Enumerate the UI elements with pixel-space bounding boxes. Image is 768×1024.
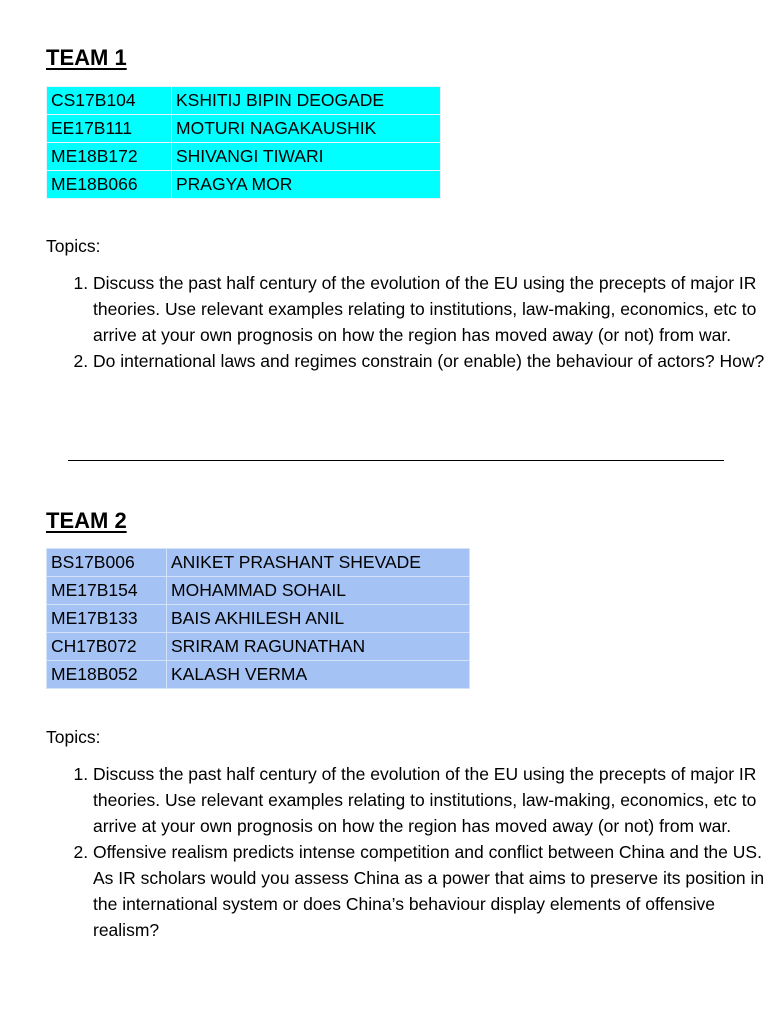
member-id: CS17B104 [47, 87, 172, 115]
team2-topics-label: Topics: [46, 727, 101, 747]
team2-topics-list [46, 761, 768, 943]
member-id: CH17B072 [47, 633, 167, 661]
member-id: ME17B154 [47, 577, 167, 605]
table-row [47, 549, 470, 577]
table-row [47, 633, 470, 661]
member-name: MOTURI NAGAKAUSHIK [172, 115, 441, 143]
member-name: ANIKET PRASHANT SHEVADE [167, 549, 470, 577]
member-name: KSHITIJ BIPIN DEOGADE [172, 87, 441, 115]
member-id: ME17B133 [47, 605, 167, 633]
member-id: ME18B172 [47, 143, 172, 171]
member-name: PRAGYA MOR [172, 171, 441, 199]
team2-title: TEAM 2 [46, 508, 127, 533]
table-row [47, 143, 441, 171]
table-row [47, 661, 470, 689]
team1-topics-list [46, 270, 768, 374]
table-row [47, 115, 441, 143]
member-id: ME18B052 [47, 661, 167, 689]
member-name: SHIVANGI TIWARI [172, 143, 441, 171]
topic-item: 2. Do international laws and regimes constrain (or enable) the behaviour of actors? How? [93, 348, 768, 374]
table-row [47, 171, 441, 199]
section-divider [68, 460, 724, 461]
member-id: BS17B006 [47, 549, 167, 577]
member-id: EE17B111 [47, 115, 172, 143]
topic-item: 1. Discuss the past half century of the evolution of the EU using the precepts of major IR theories. Use relevant examples relating to institutions, law-making, economics, etc to arrive at your own prognosis on how the region has moved away (or not) from war. [93, 761, 768, 839]
team2-members-table [46, 548, 470, 689]
table-row [47, 87, 441, 115]
team1-title: TEAM 1 [46, 45, 127, 70]
table-row [47, 577, 470, 605]
topic-item: 1. Discuss the past half century of the evolution of the EU using the precepts of major IR theories. Use relevant examples relating to institutions, law-making, economics, etc to arrive at your own prognosis on how the region has moved away (or not) from war. [93, 270, 768, 348]
member-name: MOHAMMAD SOHAIL [167, 577, 470, 605]
member-name: SRIRAM RAGUNATHAN [167, 633, 470, 661]
topic-item: 2. Offensive realism predicts intense competition and conflict between China and the US. As IR scholars would you assess China as a power that aims to preserve its position in the international system or does China’s behaviour display elements of offensive realism? [93, 839, 768, 943]
member-name: KALASH VERMA [167, 661, 470, 689]
member-id: ME18B066 [47, 171, 172, 199]
team1-topics-label: Topics: [46, 236, 101, 256]
table-row [47, 605, 470, 633]
member-name: BAIS AKHILESH ANIL [167, 605, 470, 633]
team1-members-table [46, 86, 441, 199]
